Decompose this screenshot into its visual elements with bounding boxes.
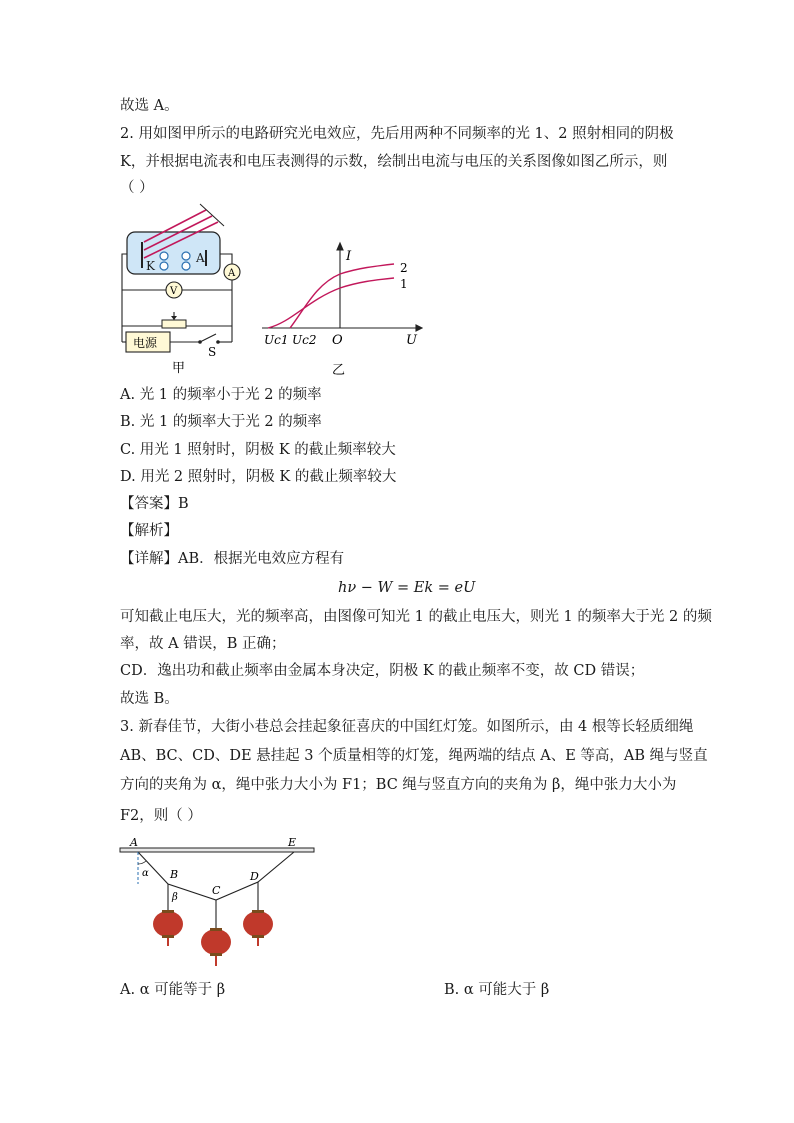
q3-option-a: A. α 可能等于 β (120, 982, 226, 998)
curve-2-label: 2 (400, 261, 408, 275)
point-c-label: C (212, 884, 221, 897)
option-d: D. 用光 2 照射时，阴极 K 的截止频率较大 (120, 469, 397, 485)
cathode-label: K (146, 259, 155, 273)
figure-lanterns (118, 834, 318, 972)
q3-option-b: B. α 可能大于 β (444, 982, 550, 998)
figure-graph-yi (258, 240, 423, 378)
lantern-3 (243, 910, 273, 946)
curve-1-label: 1 (400, 277, 408, 291)
alpha-label: α (142, 868, 149, 879)
point-b-label: B (170, 868, 179, 881)
explanation-1: 可知截止电压大，光的频率高，由图像可知光 1 的截止电压大，则光 1 的频率大于光 2 的频 (120, 609, 712, 625)
figure-circuit-jia (118, 202, 246, 376)
lantern-2 (201, 928, 231, 966)
option-a: A. 光 1 的频率小于光 2 的频率 (120, 387, 322, 403)
question-3-stem-2: AB、BC、CD、DE 悬挂起 3 个质量相等的灯笼，绳两端的结点 A、E 等高，AB 绳与竖直 (120, 748, 708, 764)
analysis-heading: 【解析】 (120, 523, 178, 539)
option-b: B. 光 1 的频率大于光 2 的频率 (120, 414, 322, 430)
option-c: C. 用光 1 照射时，阴极 K 的截止频率较大 (120, 442, 396, 458)
question-2-bracket: （ ） (120, 180, 154, 196)
point-a-label: A (130, 836, 138, 849)
answer-line: 【答案】B (120, 496, 189, 512)
question-3-stem-4: F2，则（ ） (120, 808, 202, 824)
power-supply-label: 电源 (133, 336, 158, 350)
caption-jia: 甲 (172, 361, 186, 376)
uc2-label: Uc2 (292, 333, 317, 347)
voltmeter-label: V (170, 286, 178, 297)
uc1-label: Uc1 (264, 333, 289, 347)
curve-1 (268, 278, 394, 328)
question-3-stem-3: 方向的夹角为 α，绳中张力大小为 F1；BC 绳与竖直方向的夹角为 β，绳中张力大小为 (120, 777, 677, 793)
question-2-stem-cont: K，并根据电流表和电压表测得的示数，绘制出电流与电压的关系图像如图乙所示，则 (120, 154, 668, 170)
anode-label: A (196, 251, 205, 265)
y-axis-label: I (346, 249, 352, 264)
equation: hν − W = Ek = eU (338, 580, 476, 596)
beta-label: β (172, 892, 178, 903)
text-line: 故选 A。 (120, 98, 179, 114)
curve-2 (290, 264, 394, 328)
origin-label: O (332, 333, 343, 348)
lantern-1 (153, 910, 183, 946)
explanation-4: 故选 B。 (120, 691, 179, 707)
point-e-label: E (288, 836, 297, 849)
switch-label: S (208, 345, 217, 359)
caption-yi: 乙 (332, 363, 346, 378)
ammeter-label: A (228, 268, 236, 279)
explanation-3: CD．逸出功和截止频率由金属本身决定，阴极 K 的截止频率不变，故 CD 错误； (120, 663, 645, 679)
x-axis-label: U (406, 333, 417, 348)
explanation-2: 率，故 A 错误，B 正确； (120, 636, 286, 652)
question-2-stem: 2. 用如图甲所示的电路研究光电效应，先后用两种不同频率的光 1、2 照射相同的阴极 (120, 126, 674, 142)
question-3-stem: 3. 新春佳节，大街小巷总会挂起象征喜庆的中国红灯笼。如图所示，由 4 根等长轻质细绳 (120, 719, 694, 735)
detail-line: 【详解】AB．根据光电效应方程有 (120, 551, 345, 567)
point-d-label: D (250, 870, 259, 883)
